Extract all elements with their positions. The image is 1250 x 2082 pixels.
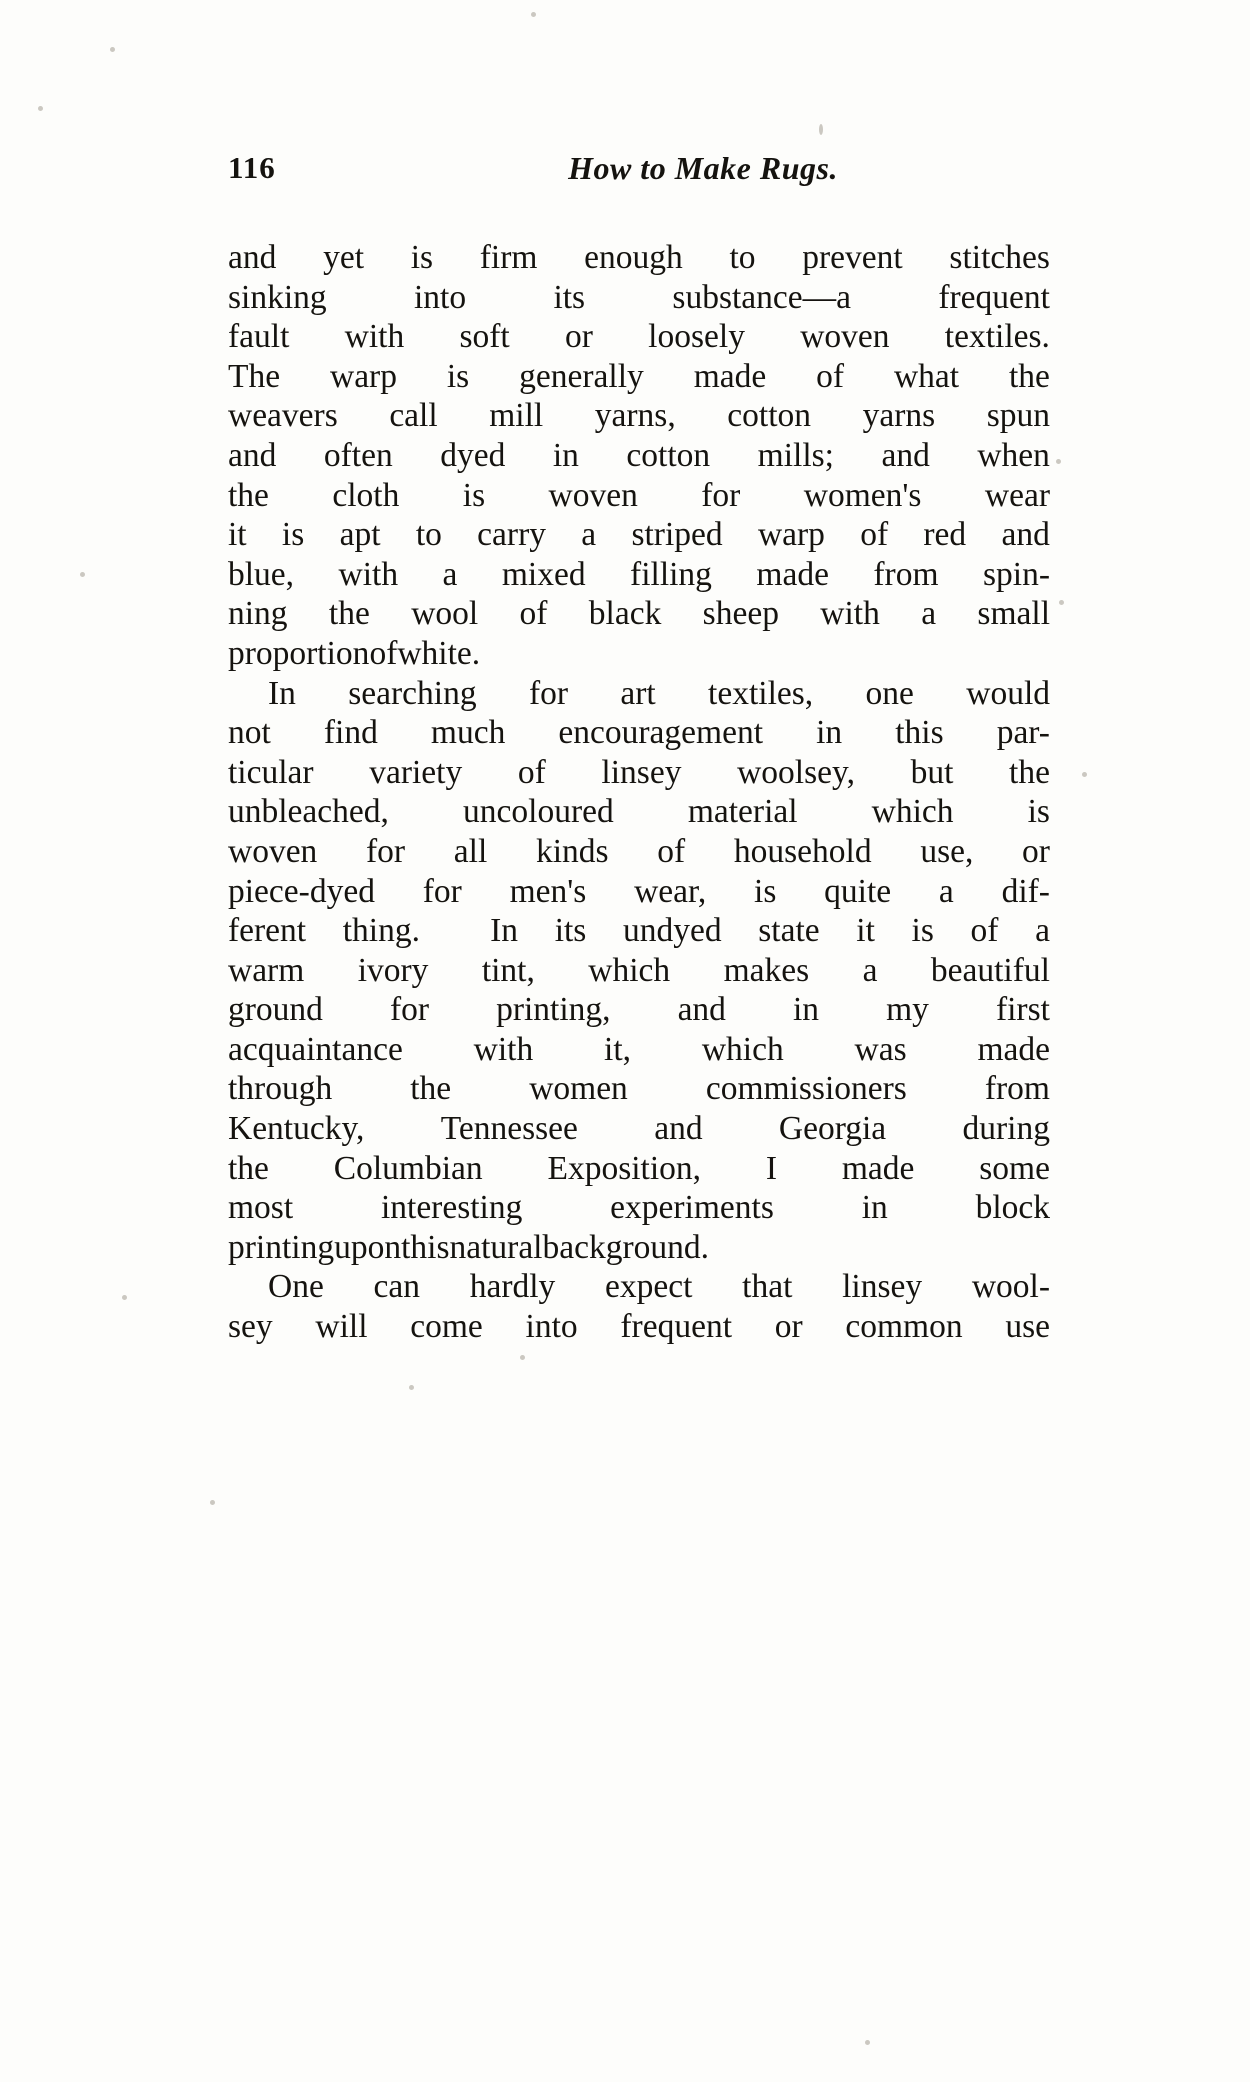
word: ground: [228, 991, 323, 1029]
word: most: [228, 1189, 294, 1227]
word: thing.: [342, 912, 420, 950]
word: textiles.: [944, 318, 1050, 356]
scan-speck: [110, 47, 115, 52]
word: The: [228, 357, 281, 395]
word: warm: [228, 951, 305, 989]
word: material: [687, 793, 798, 831]
word: woven: [548, 476, 638, 514]
word: wool-: [971, 1268, 1050, 1306]
word: carry: [477, 516, 546, 554]
word: of: [970, 912, 999, 950]
word: will: [315, 1308, 368, 1346]
scan-speck: [1056, 459, 1061, 464]
text-line: [228, 713, 1050, 753]
word: women's: [803, 476, 922, 514]
word: common: [845, 1308, 963, 1346]
word: its: [553, 278, 586, 316]
word: of: [519, 595, 548, 633]
word: In: [456, 912, 519, 950]
word: Exposition,: [547, 1149, 702, 1187]
word: with: [338, 555, 399, 593]
text-line: [228, 1228, 1050, 1268]
word: striped: [631, 516, 723, 554]
word: which: [588, 951, 671, 989]
word: uncoloured: [463, 793, 614, 831]
body-text: [228, 238, 1050, 1347]
word: dyed: [440, 436, 506, 474]
word: often: [323, 436, 393, 474]
word: Kentucky,: [228, 1110, 365, 1148]
word: piece-dyed: [228, 872, 375, 910]
word: red: [923, 516, 967, 554]
word: ivory: [357, 951, 429, 989]
word: state: [758, 912, 820, 950]
word: In: [268, 674, 296, 712]
word: prevent: [802, 239, 903, 276]
word: upon: [334, 1228, 402, 1266]
word: from: [984, 1070, 1050, 1108]
word: sinking: [228, 278, 327, 316]
text-line: [228, 594, 1050, 634]
word: wool: [411, 595, 479, 633]
word: unbleached,: [228, 793, 389, 831]
word: made: [693, 357, 767, 395]
text-line: [228, 674, 1050, 714]
word: for: [389, 991, 430, 1029]
word: when: [977, 436, 1050, 474]
word: blue,: [228, 555, 295, 593]
word: expect: [605, 1268, 693, 1306]
word: for: [701, 476, 741, 514]
word: substance—a: [672, 278, 852, 316]
word: use: [1005, 1308, 1050, 1346]
scan-speck: [1082, 772, 1087, 777]
word: women: [529, 1070, 628, 1108]
word: for: [422, 872, 462, 910]
word: and: [1001, 516, 1050, 554]
word: of: [860, 516, 889, 554]
word: or: [565, 318, 593, 356]
word: or: [774, 1308, 803, 1346]
word: proportion: [228, 634, 370, 672]
word: sey: [228, 1308, 273, 1346]
word: one: [865, 674, 914, 712]
word: it: [856, 912, 875, 950]
word: its: [554, 912, 587, 950]
word: natural: [449, 1228, 543, 1266]
word: not: [228, 714, 271, 752]
scan-speck: [531, 12, 536, 17]
text-line: [228, 515, 1050, 555]
text-line: [228, 832, 1050, 872]
word: tint,: [481, 951, 535, 989]
word: and: [677, 991, 726, 1029]
word: into: [413, 278, 467, 316]
word: beautiful: [930, 951, 1050, 989]
word: frequent: [938, 278, 1050, 316]
word: but: [910, 753, 954, 791]
word: mixed: [501, 555, 586, 593]
word: ning: [228, 595, 288, 633]
word: is: [281, 516, 305, 554]
word: can: [373, 1268, 421, 1306]
word: of: [816, 357, 845, 395]
word: or: [1022, 832, 1050, 870]
text-line: [228, 1307, 1050, 1347]
word: encouragement: [558, 714, 764, 752]
word: this: [401, 1228, 450, 1266]
word: mill: [489, 397, 544, 435]
word: ticular: [228, 753, 314, 791]
word: block: [975, 1189, 1050, 1227]
word: some: [979, 1149, 1050, 1187]
text-line: [228, 872, 1050, 912]
scan-speck: [38, 106, 43, 111]
word: generally: [519, 357, 644, 395]
text-line: [228, 951, 1050, 991]
word: through: [228, 1070, 333, 1108]
word: a: [862, 951, 878, 989]
word: is: [911, 912, 934, 950]
word: which: [871, 793, 954, 831]
word: experiments: [610, 1189, 774, 1227]
text-line: [228, 317, 1050, 357]
text-line: [228, 1188, 1050, 1228]
text-line: [228, 1149, 1050, 1189]
word: with: [344, 318, 405, 356]
word: makes: [723, 951, 810, 989]
word: during: [962, 1110, 1050, 1148]
word: a: [581, 516, 597, 554]
word: is: [462, 476, 486, 514]
word: with: [820, 595, 880, 633]
page-number: 116: [228, 150, 276, 185]
text-line: [228, 476, 1050, 516]
word: stitches: [949, 239, 1050, 276]
scan-speck: [1059, 600, 1064, 605]
word: household: [733, 832, 872, 870]
word: of: [369, 634, 398, 672]
running-title: How to Make Rugs.: [568, 150, 838, 186]
word: I: [765, 1149, 778, 1187]
text-line: [228, 436, 1050, 476]
word: small: [977, 595, 1050, 633]
word: weavers: [228, 397, 338, 435]
word: warp: [330, 357, 397, 395]
word: yarns: [862, 397, 936, 435]
text-line: [228, 1109, 1050, 1149]
word: spin-: [982, 555, 1050, 593]
word: spun: [986, 397, 1050, 435]
word: the: [1009, 753, 1050, 791]
word: for: [528, 674, 569, 712]
scan-speck: [80, 572, 85, 577]
word: apt: [339, 516, 381, 554]
word: it: [228, 516, 247, 554]
word: loosely: [648, 318, 745, 356]
word: woolsey,: [737, 753, 855, 791]
word: a: [921, 595, 937, 633]
word: in: [552, 436, 579, 474]
word: frequent: [620, 1308, 732, 1346]
scan-speck: [122, 1295, 127, 1300]
word: printing,: [496, 991, 611, 1029]
word: much: [430, 714, 506, 752]
word: for: [366, 832, 406, 870]
word: my: [886, 991, 929, 1029]
word: white.: [397, 634, 481, 672]
word: background.: [542, 1228, 710, 1266]
word: is: [446, 357, 470, 395]
word: a: [1035, 912, 1050, 950]
scan-speck: [210, 1500, 215, 1505]
word: par-: [996, 714, 1050, 752]
word: One: [268, 1268, 324, 1306]
word: find: [323, 714, 378, 752]
word: cotton: [626, 436, 711, 474]
word: the: [328, 595, 370, 633]
word: kinds: [535, 832, 609, 870]
word: Georgia: [778, 1110, 887, 1148]
word: printing: [228, 1228, 335, 1266]
word: sheep: [702, 595, 779, 633]
text-line: [228, 753, 1050, 793]
word: quite: [824, 872, 892, 910]
word: this: [895, 714, 944, 752]
word: dif-: [1001, 872, 1050, 910]
word: filling: [630, 555, 712, 593]
word: made: [841, 1149, 915, 1187]
word: black: [588, 595, 662, 633]
text-line: [228, 990, 1050, 1030]
word: of: [657, 832, 686, 870]
word: linsey: [842, 1268, 923, 1306]
scan-speck: [520, 1355, 525, 1360]
word: variety: [369, 753, 463, 791]
running-head: [228, 150, 1048, 196]
word: in: [792, 991, 820, 1029]
word: is: [754, 872, 777, 910]
text-line: [228, 1267, 1050, 1307]
word: searching: [348, 674, 477, 712]
word: into: [525, 1308, 578, 1346]
scan-speck: [819, 124, 823, 135]
word: linsey: [601, 753, 682, 791]
word: was: [854, 1030, 907, 1068]
word: is: [1027, 793, 1050, 831]
word: of: [517, 753, 546, 791]
text-line: [228, 357, 1050, 397]
text-line: [228, 396, 1050, 436]
scan-speck: [409, 1385, 414, 1390]
word: Tennessee: [440, 1110, 578, 1148]
word: and: [654, 1110, 703, 1148]
word: hardly: [469, 1268, 556, 1306]
word: first: [995, 991, 1050, 1029]
word: a: [938, 872, 954, 910]
text-line: [228, 1069, 1050, 1109]
word: that: [742, 1268, 793, 1306]
word: to: [415, 516, 442, 554]
text-line: [228, 634, 1050, 674]
word: art: [620, 674, 656, 712]
word: from: [873, 555, 939, 593]
word: yet: [323, 239, 365, 276]
word: and: [228, 239, 277, 276]
word: come: [410, 1308, 483, 1346]
word: woven: [800, 318, 890, 356]
word: in: [861, 1189, 888, 1227]
word: men's: [509, 872, 587, 910]
text-line: [228, 555, 1050, 595]
word: mills;: [757, 436, 834, 474]
word: wear,: [634, 872, 707, 910]
word: a: [442, 555, 458, 593]
word: enough: [584, 239, 683, 276]
word: and: [881, 436, 930, 474]
word: the: [1008, 357, 1050, 395]
word: made: [977, 1030, 1050, 1068]
word: with: [473, 1030, 534, 1068]
word: undyed: [622, 912, 722, 950]
word: would: [966, 674, 1050, 712]
word: which: [701, 1030, 784, 1068]
word: is: [410, 239, 434, 276]
word: the: [228, 1149, 269, 1187]
word: firm: [479, 239, 538, 276]
word: made: [756, 555, 829, 593]
text-line: [228, 238, 1050, 278]
word: commissioners: [705, 1070, 907, 1108]
word: woven: [228, 832, 318, 870]
word: wear: [984, 476, 1050, 514]
word: Columbian: [333, 1149, 483, 1187]
word: cloth: [332, 476, 400, 514]
word: call: [389, 397, 438, 435]
text-line: [228, 1030, 1050, 1070]
text-line: [228, 792, 1050, 832]
word: ferent: [228, 912, 307, 950]
word: what: [893, 357, 960, 395]
word: interesting: [380, 1189, 523, 1227]
text-line: [228, 278, 1050, 318]
word: use,: [920, 832, 974, 870]
word: cotton: [727, 397, 812, 435]
word: the: [410, 1070, 452, 1108]
word: warp: [757, 516, 825, 554]
word: acquaintance: [228, 1030, 403, 1068]
word: all: [453, 832, 488, 870]
word: soft: [459, 318, 510, 356]
word: in: [816, 714, 843, 752]
scan-speck: [865, 2040, 870, 2045]
word: it,: [604, 1030, 632, 1068]
word: yarns,: [594, 397, 676, 435]
word: and: [228, 436, 277, 474]
word: to: [729, 239, 756, 276]
word: fault: [228, 318, 290, 356]
word: textiles,: [708, 674, 814, 712]
text-line: [228, 911, 1050, 951]
word: the: [228, 476, 269, 514]
